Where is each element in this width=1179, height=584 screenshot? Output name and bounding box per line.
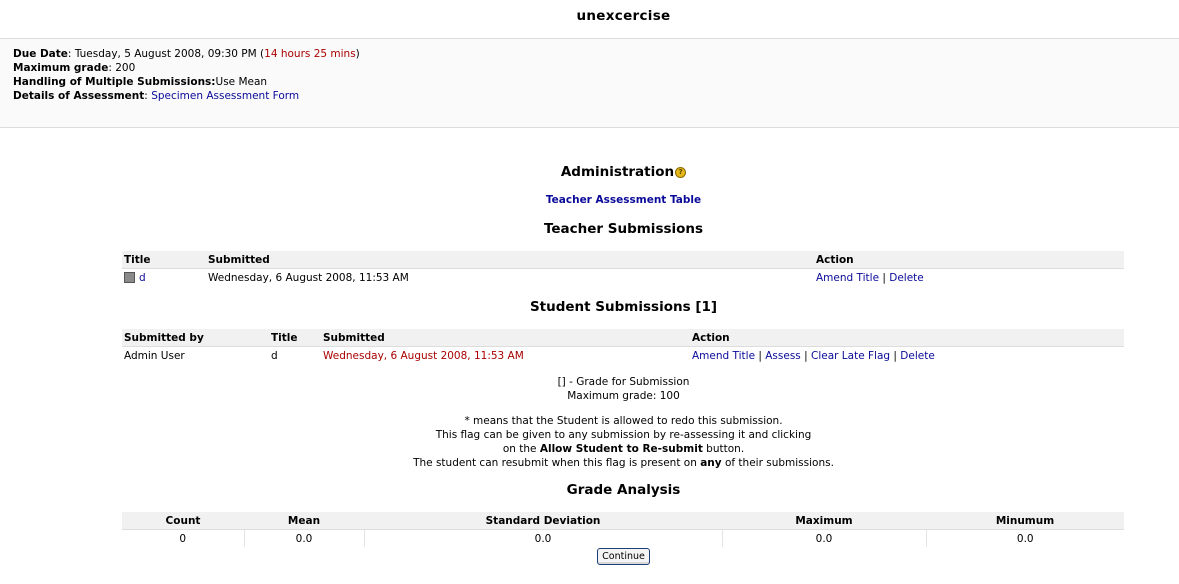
grade-analysis-heading: Grade Analysis [566,482,681,498]
column-header: Action [690,329,1124,347]
table-row: d Wednesday, 6 August 2008, 11:53 AM Amend Title | Delete [122,269,1124,287]
student-submissions-heading: Student Submissions [1] [529,299,718,315]
page-title: unexcercise [576,8,671,24]
column-header: Title [269,329,321,347]
teacher-submissions-table [122,251,1124,286]
column-header: Standard Deviation [364,512,722,530]
grade-legend: [] - Grade for Submission Maximum grade: 100 [557,376,690,402]
column-header: Submitted [206,251,814,269]
max-grade-line: Maximum grade: 200 [13,62,136,74]
handling-line: Handling of Multiple Submissions:Use Mean [13,76,268,88]
help-icon[interactable]: ? [675,167,686,178]
delete-link[interactable]: Delete [900,349,935,362]
assess-link[interactable]: Assess [765,349,801,362]
submission-title-link[interactable]: d [139,271,146,284]
column-header: Count [122,512,244,530]
assignment-info-box [0,38,1179,128]
column-header: Mean [244,512,364,530]
time-remaining: 14 hours 25 mins [264,48,356,60]
resubmit-explanation: * means that the Student is allowed to redo this submission. This flag can be given to any submission by re-assessing it and clicking on the Allow Student to Re-submit button. The student can resubmit when this flag is present on any of their submissions. [413,415,834,469]
column-header: Submitted [321,329,690,347]
due-date-line: Due Date: Tuesday, 5 August 2008, 09:30 PM (14 hours 25 mins) [13,48,360,60]
file-icon [124,272,135,283]
grade-analysis-table [122,512,1124,547]
column-header: Minumum [926,512,1124,530]
student-submissions-table [122,329,1124,364]
column-header: Title [122,251,206,269]
column-header: Action [814,251,1124,269]
continue-button[interactable]: Continue [597,548,650,565]
amend-title-link[interactable]: Amend Title [692,349,756,362]
details-line: Details of Assessment: Specimen Assessment Form [13,90,300,102]
table-row: 0 0.0 0.0 0.0 0.0 [122,530,1124,548]
assessment-form-link[interactable]: Specimen Assessment Form [151,90,300,102]
clear-late-flag-link[interactable]: Clear Late Flag [811,349,891,362]
column-header: Maximum [722,512,926,530]
teacher-submissions-heading: Teacher Submissions [543,221,704,237]
late-submission-time: Wednesday, 6 August 2008, 11:53 AM [323,349,524,362]
administration-heading: Administration ? [0,164,1179,180]
delete-link[interactable]: Delete [889,271,924,284]
column-header: Submitted by [122,329,269,347]
amend-title-link[interactable]: Amend Title [816,271,880,284]
table-row: Admin User d Wednesday, 6 August 2008, 11:53 AM Amend Title | Assess | Clear Late Flag | Delete [122,347,1124,365]
teacher-assessment-table-link[interactable]: Teacher Assessment Table [545,194,702,206]
